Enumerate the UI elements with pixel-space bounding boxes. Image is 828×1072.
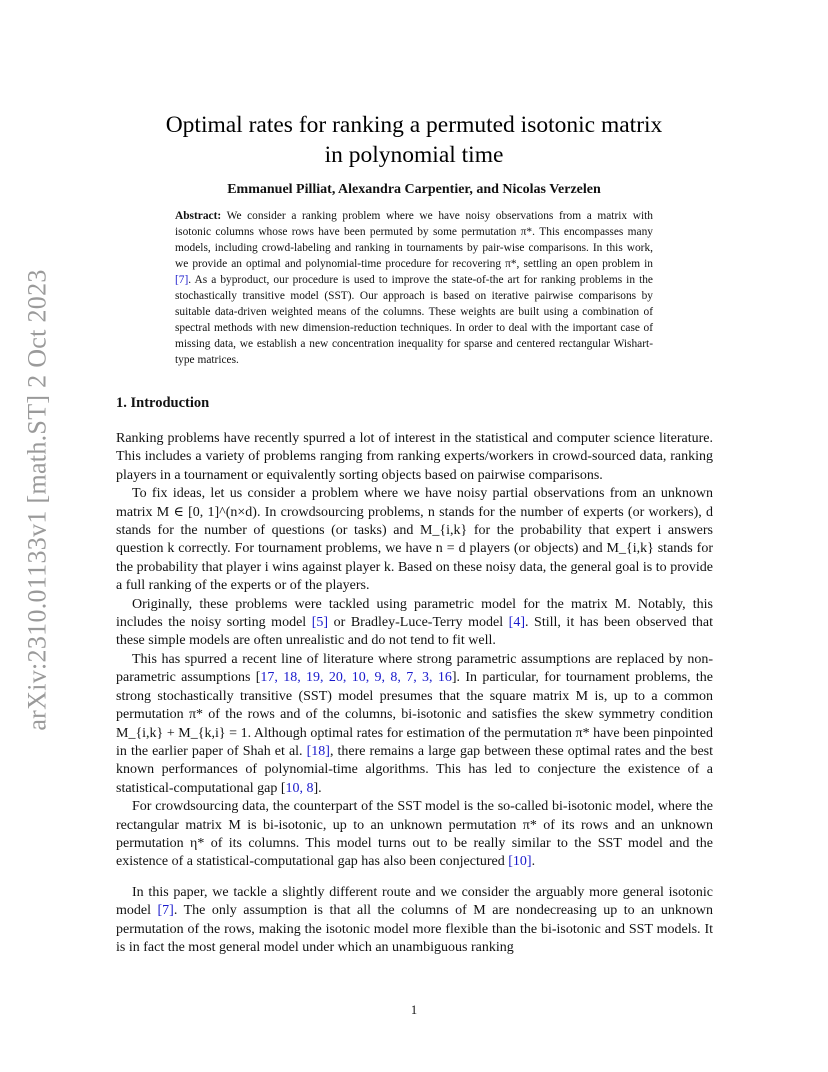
abstract-text-1: We consider a ranking problem where we have noisy observations from a matrix with isotonic columns whose rows have been permuted by some permutation π*. This encompasses many models, including crowd-labeling and ranking in tournaments by pair-wise comparisons. In this work, we provide an optimal and polynomial-time procedure for recovering π*, settling an open problem in (175, 210, 653, 270)
paragraph-5-text-b: . (531, 854, 536, 870)
paragraph-4-text-a: This has spurred a recent line of literature where strong parametric assumptions are replaced by non-parametric assumptions [ (116, 651, 713, 686)
arxiv-id-text: arXiv:2310.01133v1 [math.ST] 2 Oct 2023 (23, 269, 52, 731)
paragraph-5 (116, 798, 713, 872)
title-line-1: Optimal rates for ranking a permuted isotonic matrix (165, 112, 663, 138)
paragraph-4 (116, 651, 713, 798)
paragraph-2 (116, 485, 713, 595)
author-list: Emmanuel Pilliat, Alexandra Carpentier, and Nicolas Verzelen (227, 182, 601, 197)
page-number: 1 (410, 1003, 418, 1017)
paragraph-1: Ranking problems have recently spurred a lot of interest in the statistical and computer science literature. This includes a variety of problems ranging from ranking experts/workers in crowd-sourced data, ranking players in a tournament or equivalently sorting objects based on pairwise comparisons. (116, 431, 713, 483)
paragraph-6-text-a: In this paper, we tackle a slightly different route and we consider the arguably more general isotonic model (116, 884, 713, 919)
paragraph-6 (116, 884, 713, 958)
citation-link-group[interactable]: 17, 18, 19, 20, 10, 9, 8, 7, 3, 16 (260, 670, 452, 686)
paragraph-4-text-d: ]. (313, 780, 322, 796)
paper-title (100, 110, 728, 170)
paragraph-4-text-c: , there remains a large gap between these optimal rates and the best known performances of polynomial-time algorithms. This has led to conjecture the existence of a statistical-computational gap [ (116, 743, 713, 796)
title-line-2: in polynomial time (324, 142, 504, 168)
introduction-body (116, 430, 713, 957)
paragraph-5-text-a: For crowdsourcing data, the counterpart of the SST model is the so-called bi-isotonic model, where the rectangular matrix M is bi-isotonic, up to an unknown permutation π* of its rows and an unknown permutation η* of its columns. This model turns out to be really similar to the SST model and the existence of a statistical-computational gap has also been conjectured (116, 799, 713, 870)
paragraph-2-text: To fix ideas, let us consider a problem where we have noisy partial observations from an unknown matrix M ∈ [0, 1]^(n×d). In crowdsourcing problems, n stands for the number of experts (or workers), d stands for the number of questions (or tasks) and M_{i,k} for the probability that expert i answers question k correctly. For tournament problems, we have n = d players (or objects) and M_{i,k} stands for the probability that player i wins against player k. Based on these noisy data, the general goal is to provide a full ranking of the experts or of the players. (116, 486, 713, 594)
citation-link[interactable]: [4] (508, 615, 525, 631)
paragraph-4-text-b: ]. In particular, for tournament problems, the strong stochastically transitive (SST) model presumes that the square matrix M is, up to a common permutation π* of the rows and of the columns, bi-isotonic and satisfies the skew symmetry condition M_{i,k} + M_{k,i} = 1. Although optimal rates for estimation of the permutation π* have been pinpointed in the earlier paper of Shah et al. (116, 670, 713, 759)
citation-link[interactable]: [5] (311, 615, 329, 631)
citation-link[interactable]: [7] (157, 903, 174, 919)
section-heading-introduction: 1. Introduction (116, 395, 210, 411)
abstract-citation[interactable]: [7] (175, 274, 189, 286)
paragraph-3-text-a: Originally, these problems were tackled using parametric model for the matrix M. Notably, this includes the noisy sorting model (116, 596, 713, 631)
paragraph-3-text-b: or Bradley-Luce-Terry model (328, 615, 509, 631)
arxiv-identifier-stamp (18, 255, 58, 745)
paragraph-3-text-c: . Still, it has been observed that these simple models are often unrealistic and do not tend to fit well. (116, 615, 714, 649)
citation-link[interactable]: [18] (306, 743, 330, 759)
paragraph-3 (116, 596, 713, 651)
citation-link-group[interactable]: 10, 8 (285, 780, 314, 796)
abstract-label: Abstract: (175, 210, 222, 222)
abstract-text-2: . As a byproduct, our procedure is used to improve the state-of-the art for ranking problems in the stochastically transitive model (SST). Our approach is based on iterative pairwise comparisons by suitable data-driven weighted means of the columns. These weights are built using a combination of spectral methods with new dimension-reduction techniques. In order to deal with the important case of missing data, we establish a new concentration inequality for sparse and centered rectangular Wishart-type matrices. (175, 274, 653, 366)
abstract-block (175, 208, 653, 368)
paragraph-6-text-b: . The only assumption is that all the columns of M are nondecreasing up to an unknown permutation of the rows, making the isotonic model more flexible than the bi-isotonic and SST models. It is in fact the most general model under which an unambiguous ranking (116, 903, 713, 955)
citation-link[interactable]: [10] (508, 854, 532, 870)
